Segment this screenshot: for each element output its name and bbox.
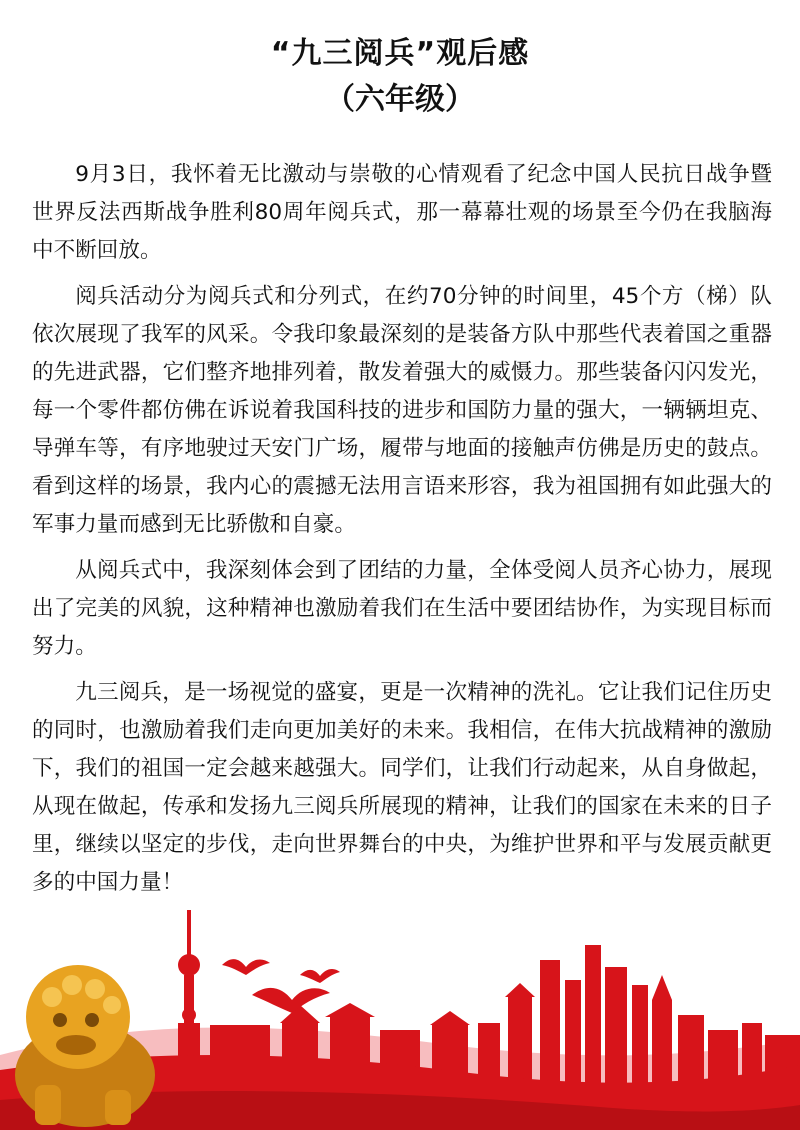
red-skyline-banner-icon: [0, 905, 800, 1130]
paragraph-1: 9月3日，我怀着无比激动与崇敬的心情观看了纪念中国人民抗日战争暨世界反法西斯战争胜利80周年阅兵式，那一幕幕壮观的场景至今仍在我脑海中不断回放。: [32, 162, 772, 263]
paragraph-2: 阅兵活动分为阅兵式和分列式，在约70分钟的时间里，45个方（梯）队依次展现了我军的风采。令我印象最深刻的是装备方队中那些代表着国之重器的先进武器，它们整齐地排列着，散发着强大的威慑力。那些装备闪闪发光，每一个零件都仿佛在诉说着我国科技的进步和国防力量的强大，一辆辆坦克、导弹车等，有序地驶过天安门广场，履带与地面的接触声仿佛是历史的鼓点。看到这样的场景，我内心的震撼无法用言语来形容，我为祖国拥有如此强大的军事力量而感到无比骄傲和自豪。: [32, 284, 772, 537]
stone-lion-icon: [15, 965, 155, 1127]
flying-dove-icon: [222, 959, 340, 1013]
paragraph-3: 从阅兵式中，我深刻体会到了团结的力量，全体受阅人员齐心协力，展现出了完美的风貌，这种精神也激励着我们在生活中要团结协作，为实现目标而努力。: [32, 558, 772, 659]
grade-subtitle: （六年级）: [325, 82, 475, 117]
essay-title: “九三阅兵”观后感: [270, 36, 530, 71]
essay-body: [32, 156, 772, 910]
paragraph-4: 九三阅兵，是一场视觉的盛宴，更是一次精神的洗礼。它让我们记住历史的同时，也激励着我们走向更加美好的未来。我相信，在伟大抗战精神的激励下，我们的祖国一定会越来越强大。同学们，让我们行动起来，从自身做起，从现在做起，传承和发扬九三阅兵所展现的精神，让我们的国家在未来的日子里，继续以坚定的步伐，走向世界舞台的中央，为维护世界和平与发展贡献更多的中国力量！: [32, 680, 772, 895]
